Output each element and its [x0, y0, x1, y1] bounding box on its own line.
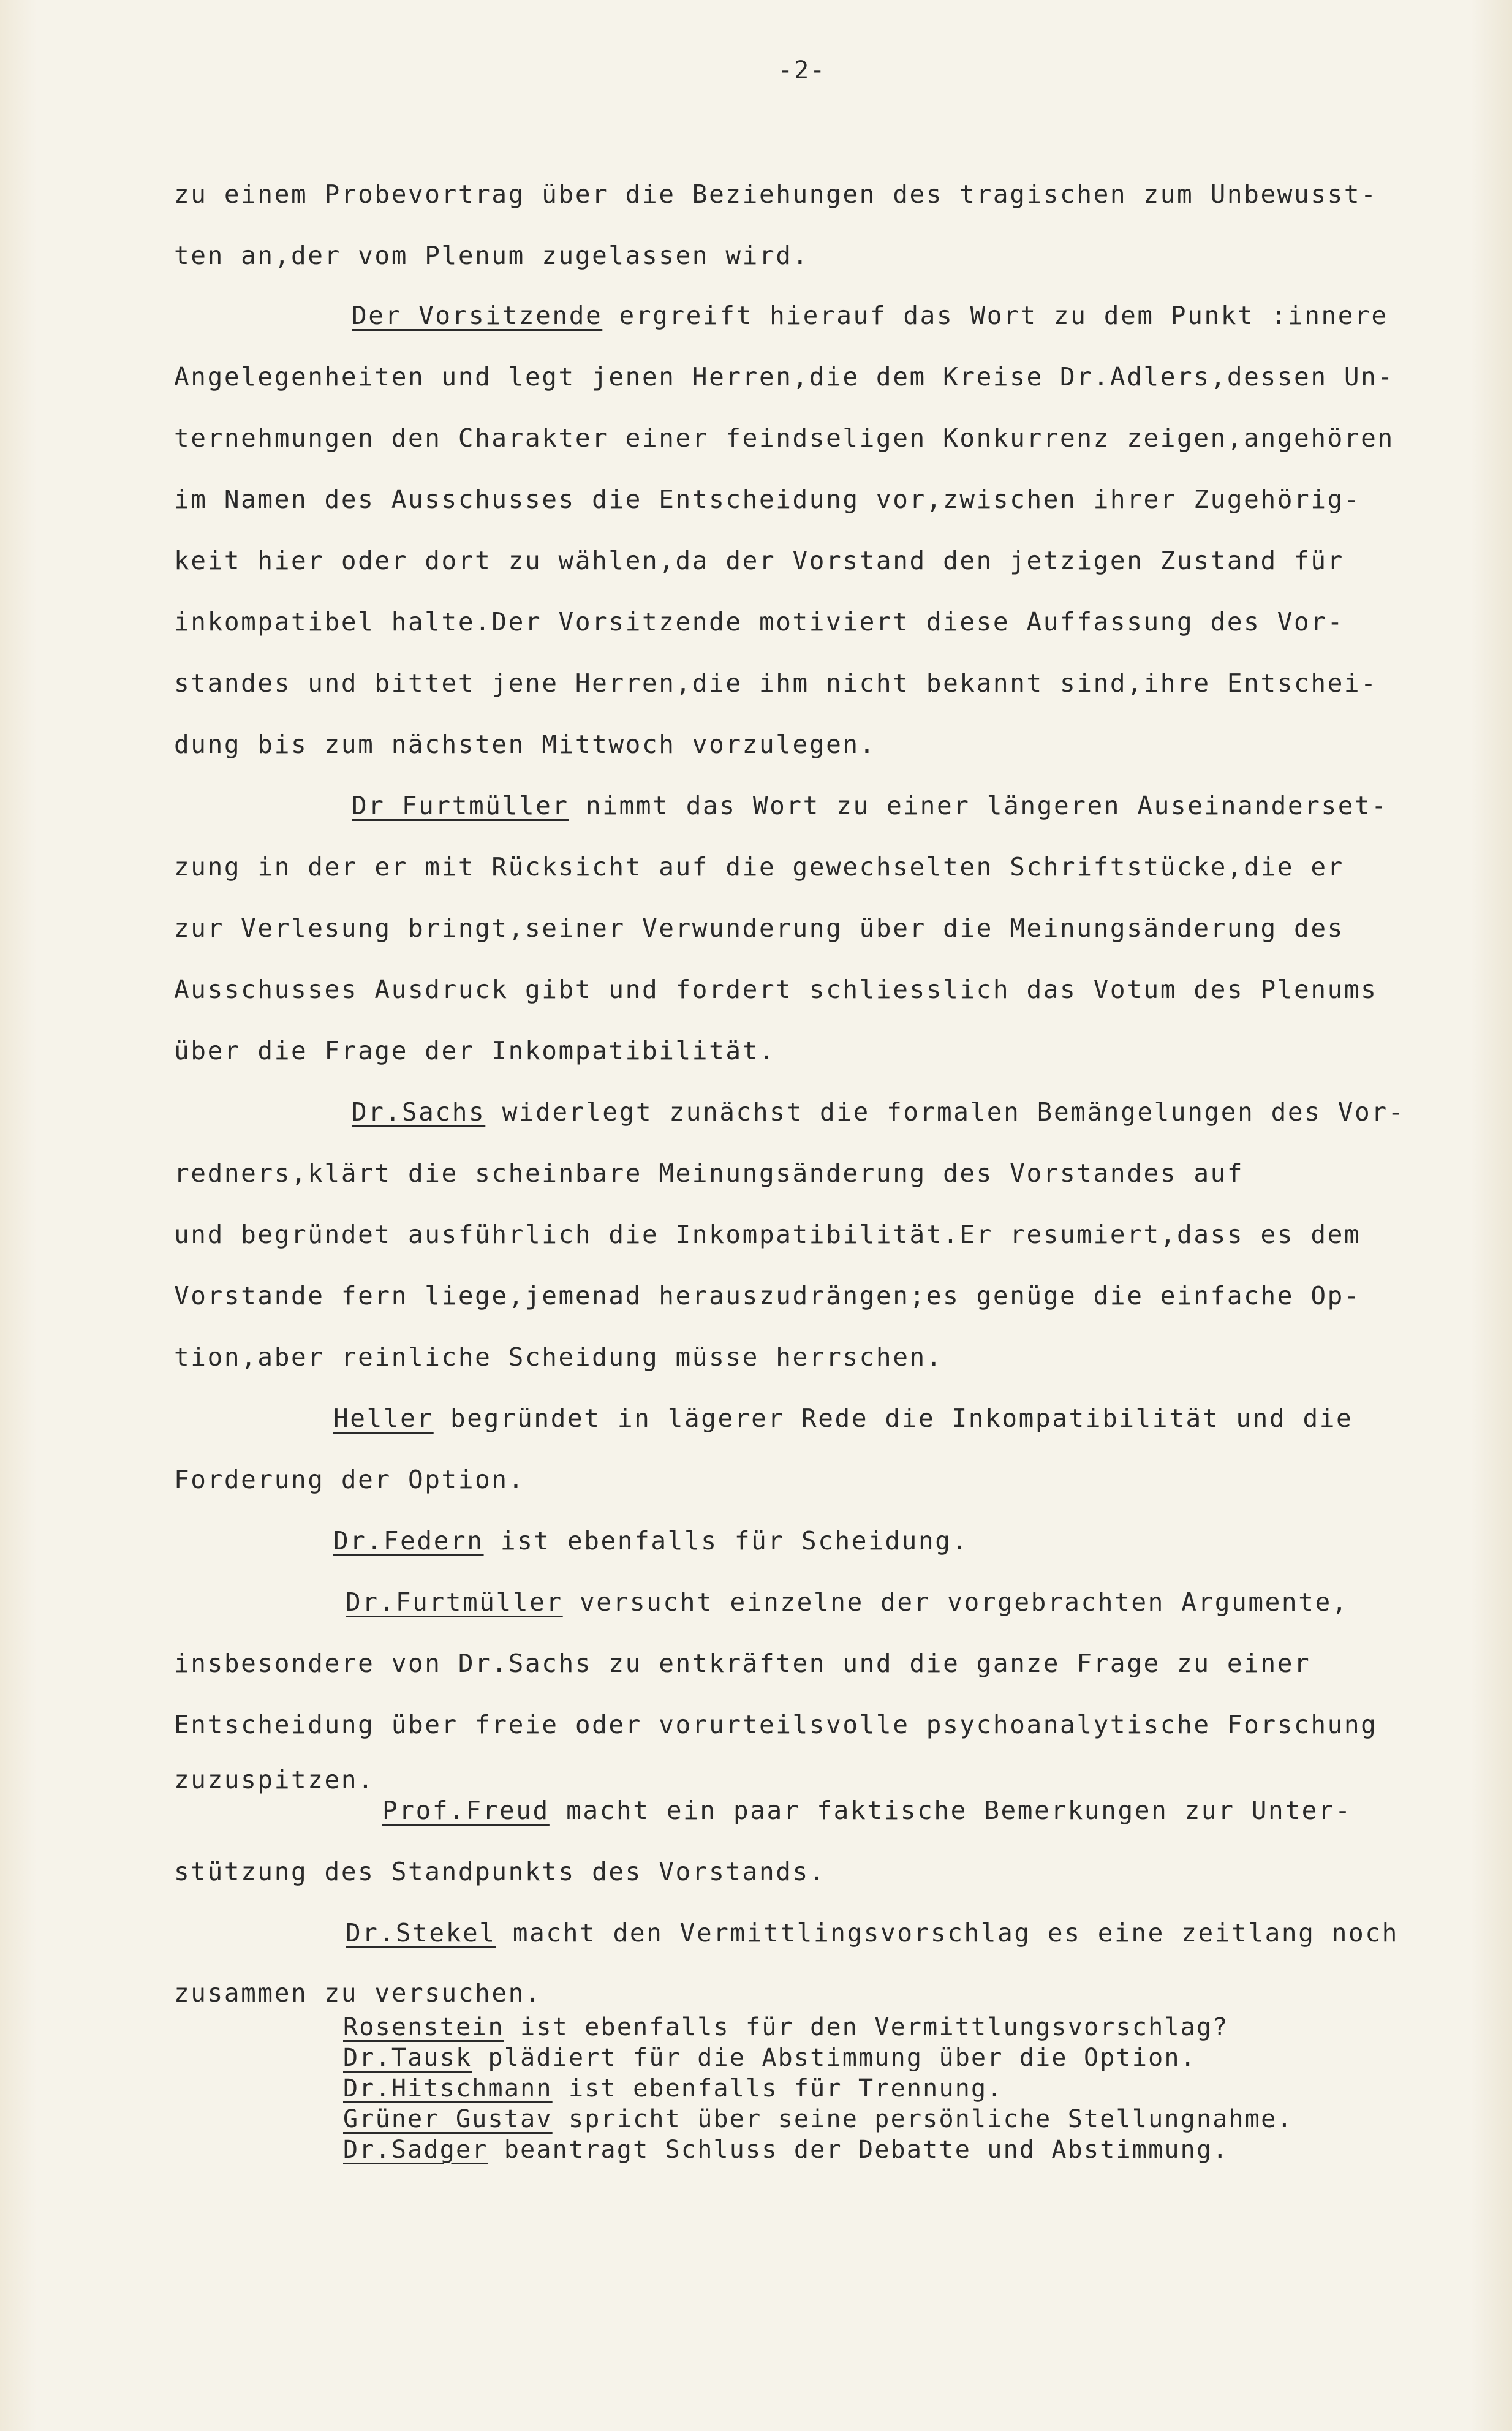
speaker-name: Rosenstein — [343, 2013, 504, 2041]
speaker-name: Dr.Tausk — [343, 2044, 472, 2072]
paragraph-line: Dr.Stekel macht den Vermittlingsvorschlag es eine zeitlang noch — [346, 1918, 1399, 1948]
text-line: inkompatibel halte.Der Vorsitzende motiviert diese Auffassung des Vor- — [174, 607, 1344, 637]
paragraph-line: Dr.Hitschmann ist ebenfalls für Trennung. — [343, 2074, 1004, 2103]
page-number: -2- — [778, 56, 826, 85]
paragraph-line: Grüner Gustav spricht über seine persönliche Stellungnahme. — [343, 2105, 1293, 2133]
paragraph-line: Der Vorsitzende ergreift hierauf das Wort zu dem Punkt :innere — [352, 301, 1388, 330]
text-line: keit hier oder dort zu wählen,da der Vorstand den jetzigen Zustand für — [174, 546, 1344, 575]
text-line: zung in der er mit Rücksicht auf die gewechselten Schriftstücke,die er — [174, 852, 1344, 882]
text-line: standes und bittet jene Herren,die ihm nicht bekannt sind,ihre Entschei- — [174, 668, 1378, 698]
speaker-name: Dr.Federn — [333, 1526, 484, 1556]
speaker-name: Dr.Sadger — [343, 2136, 488, 2164]
text-line: Ausschusses Ausdruck gibt und fordert schliesslich das Votum des Plenums — [174, 975, 1378, 1004]
speaker-name: Heller — [333, 1404, 434, 1433]
text-line: redners,klärt die scheinbare Meinungsänderung des Vorstandes auf — [174, 1159, 1244, 1188]
paragraph-line: Heller begründet in lägerer Rede die Inkompatibilität und die — [333, 1404, 1353, 1433]
paragraph-line: Rosenstein ist ebenfalls für den Vermittlungsvorschlag? — [343, 2013, 1229, 2041]
text-line: Forderung der Option. — [174, 1465, 525, 1494]
text-line: Entscheidung über freie oder vorurteilsvolle psychoanalytische Forschung — [174, 1710, 1378, 1739]
text-line: Angelegenheiten und legt jenen Herren,die dem Kreise Dr.Adlers,dessen Un- — [174, 362, 1394, 391]
speaker-name: Prof.Freud — [382, 1796, 550, 1825]
text-line: und begründet ausführlich die Inkompatibilität.Er resumiert,dass es dem — [174, 1220, 1361, 1249]
text-line: tion,aber reinliche Scheidung müsse herrschen. — [174, 1342, 943, 1372]
paragraph-line: Dr.Sachs widerlegt zunächst die formalen Bemängelungen des Vor- — [352, 1097, 1405, 1127]
text-line: insbesondere von Dr.Sachs zu entkräften und die ganze Frage zu einer — [174, 1649, 1311, 1678]
paragraph-line: Dr.Furtmüller versucht einzelne der vorgebrachten Argumente, — [346, 1587, 1349, 1617]
speaker-name: Dr.Sachs — [352, 1097, 486, 1127]
paragraph-line: Dr.Sadger beantragt Schluss der Debatte und Abstimmung. — [343, 2136, 1229, 2164]
text-line: dung bis zum nächsten Mittwoch vorzulegen. — [174, 730, 876, 759]
paragraph-line: Dr.Federn ist ebenfalls für Scheidung. — [333, 1526, 969, 1556]
speaker-name: Der Vorsitzende — [352, 301, 603, 330]
text-line: zuzuspitzen. — [174, 1765, 375, 1794]
text-line: ten an,der vom Plenum zugelassen wird. — [174, 241, 809, 270]
speaker-name: Dr.Hitschmann — [343, 2074, 553, 2103]
text-line: über die Frage der Inkompatibilität. — [174, 1036, 776, 1065]
paragraph-line: Prof.Freud macht ein paar faktische Bemerkungen zur Unter- — [382, 1796, 1352, 1825]
text-line: zusammen zu versuchen. — [174, 1978, 542, 2008]
speaker-name: Dr Furtmüller — [352, 791, 569, 820]
speaker-name: Dr.Furtmüller — [346, 1587, 563, 1617]
text-line: zur Verlesung bringt,seiner Verwunderung über die Meinungsänderung des — [174, 913, 1344, 943]
text-line: stützung des Standpunkts des Vorstands. — [174, 1857, 826, 1886]
text-line: ternehmungen den Charakter einer feindseligen Konkurrenz zeigen,angehören — [174, 423, 1394, 453]
speaker-name: Dr.Stekel — [346, 1918, 496, 1948]
text-line: Vorstande fern liege,jemenad herauszudrängen;es genüge die einfache Op- — [174, 1281, 1361, 1310]
text-line: zu einem Probevortrag über die Beziehungen des tragischen zum Unbewusst- — [174, 180, 1378, 209]
paragraph-line: Dr.Tausk plädiert für die Abstimmung über die Option. — [343, 2044, 1196, 2072]
text-line: im Namen des Ausschusses die Entscheidung vor,zwischen ihrer Zugehörig- — [174, 485, 1361, 514]
speaker-name: Grüner Gustav — [343, 2105, 553, 2133]
paragraph-line: Dr Furtmüller nimmt das Wort zu einer längeren Auseinanderset- — [352, 791, 1388, 820]
